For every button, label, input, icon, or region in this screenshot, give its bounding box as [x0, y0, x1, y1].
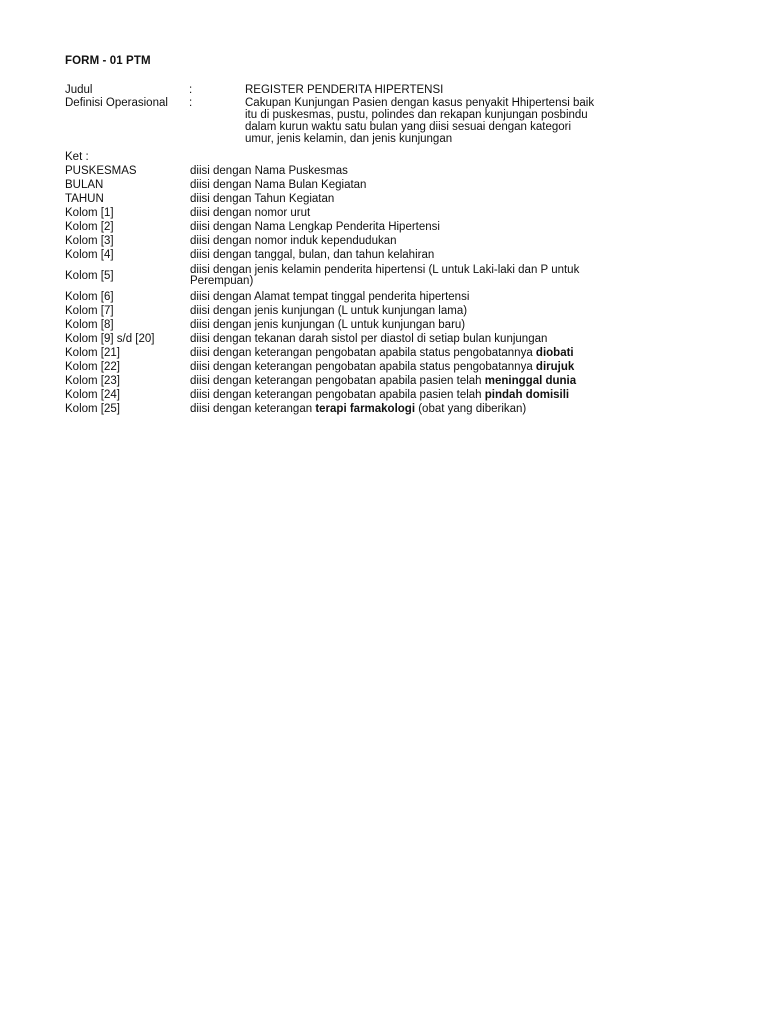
ket-key: Kolom [8]: [65, 318, 114, 331]
ket-key: Kolom [7]: [65, 304, 114, 317]
ket-description-text: Perempuan): [190, 275, 254, 287]
ket-description: [190, 180, 665, 191]
ket-description: [190, 306, 665, 317]
ket-description-text: diisi dengan Nama Bulan Kegiatan: [190, 178, 367, 191]
ket-row: [65, 290, 665, 304]
ket-description: [190, 194, 665, 205]
ket-description-text: diisi dengan Alamat tempat tinggal penderita hipertensi: [190, 290, 470, 303]
ket-description: [190, 166, 665, 177]
ket-row: [65, 360, 665, 374]
ket-row: [65, 234, 665, 248]
ket-description-text: diisi dengan keterangan: [190, 402, 316, 415]
ket-description: [190, 265, 665, 287]
definisi-line: Cakupan Kunjungan Pasien dengan kasus penyakit Hhipertensi baik: [245, 97, 595, 109]
ket-key: Kolom [4]: [65, 248, 114, 261]
ket-description-text: diisi dengan keterangan pengobatan apabila status pengobatannya: [190, 360, 536, 373]
ket-description-emphasis: dirujuk: [535, 360, 575, 373]
ket-key: Kolom [5]: [65, 269, 114, 282]
ket-key: Kolom [23]: [65, 374, 120, 387]
ket-row: [65, 318, 665, 332]
definisi-line: dalam kurun waktu satu bulan yang diisi sesuai dengan kategori: [245, 121, 572, 133]
judul-colon: :: [189, 84, 193, 96]
ket-key: Kolom [25]: [65, 402, 120, 415]
definisi-value: [245, 97, 645, 145]
ket-row: [65, 248, 665, 262]
ket-key: BULAN: [65, 178, 104, 191]
ket-description: [190, 222, 665, 233]
definisi-line: itu di puskesmas, pustu, polindes dan rekapan kunjungan posbindu: [245, 109, 588, 121]
ket-description-text: diisi dengan nomor urut: [190, 206, 311, 219]
ket-key: Kolom [9] s/d [20]: [65, 332, 155, 345]
ket-description: [190, 362, 665, 373]
ket-description-text: diisi dengan nomor induk kependudukan: [190, 234, 397, 247]
definisi-line: umur, jenis kelamin, dan jenis kunjungan: [245, 133, 453, 145]
ket-description: [190, 236, 665, 247]
ket-description-text: diisi dengan Nama Lengkap Penderita Hipertensi: [190, 220, 440, 233]
ket-row: [65, 304, 665, 318]
ket-key: Kolom [2]: [65, 220, 114, 233]
ket-row: [65, 164, 665, 178]
ket-description-emphasis: terapi farmakologi: [315, 402, 416, 415]
ket-list: [65, 164, 665, 416]
ket-description: [190, 320, 665, 331]
ket-row: [65, 346, 665, 360]
ket-key: Kolom [3]: [65, 234, 114, 247]
ket-row: [65, 374, 665, 388]
ket-description-suffix: (obat yang diberikan): [415, 402, 527, 415]
ket-key: Kolom [1]: [65, 206, 114, 219]
ket-key: Kolom [24]: [65, 388, 120, 401]
ket-description-text: diisi dengan keterangan pengobatan apabila status pengobatannya: [190, 346, 536, 359]
ket-description: [190, 292, 665, 303]
ket-key: PUSKESMAS: [65, 164, 137, 177]
ket-description: [190, 348, 665, 359]
ket-description-text: diisi dengan keterangan pengobatan apabila pasien telah: [190, 374, 485, 387]
ket-row: [65, 388, 665, 402]
ket-description: [190, 376, 665, 387]
ket-row: [65, 178, 665, 192]
ket-description-text: diisi dengan tekanan darah sistol per diastol di setiap bulan kunjungan: [190, 332, 548, 345]
ket-row: [65, 332, 665, 346]
definisi-colon: :: [189, 97, 193, 109]
ket-description-text: diisi dengan Nama Puskesmas: [190, 164, 348, 177]
ket-description: [190, 250, 665, 261]
ket-description-emphasis: diobati: [535, 346, 574, 359]
definisi-label: Definisi Operasional: [65, 97, 168, 109]
ket-row: [65, 402, 665, 416]
ket-key: Kolom [6]: [65, 290, 114, 303]
ket-row: [65, 192, 665, 206]
ket-key: TAHUN: [65, 192, 104, 205]
ket-description: [190, 208, 665, 219]
ket-description-emphasis: pindah domisili: [484, 388, 570, 401]
ket-description-text: diisi dengan jenis kunjungan (L untuk kunjungan baru): [190, 318, 466, 331]
form-title: FORM - 01 PTM: [65, 55, 151, 67]
ket-description: [190, 334, 665, 345]
ket-key: Kolom [21]: [65, 346, 120, 359]
ket-description: [190, 390, 665, 401]
ket-description-text: diisi dengan jenis kelamin penderita hipertensi (L untuk Laki-laki dan P untuk: [190, 264, 580, 276]
judul-label: Judul: [65, 84, 93, 96]
ket-description: [190, 404, 665, 415]
ket-description-text: diisi dengan keterangan pengobatan apabila pasien telah: [190, 388, 485, 401]
ket-description-text: diisi dengan jenis kunjungan (L untuk kunjungan lama): [190, 304, 468, 317]
ket-label: Ket :: [65, 151, 89, 163]
ket-description-text: diisi dengan Tahun Kegiatan: [190, 192, 335, 205]
ket-row: [65, 220, 665, 234]
ket-description-text: diisi dengan tanggal, bulan, dan tahun kelahiran: [190, 248, 435, 261]
ket-description-emphasis: meninggal dunia: [484, 374, 577, 387]
judul-value: REGISTER PENDERITA HIPERTENSI: [245, 84, 444, 96]
ket-row: [65, 206, 665, 220]
ket-key: Kolom [22]: [65, 360, 120, 373]
ket-row: [65, 262, 665, 290]
